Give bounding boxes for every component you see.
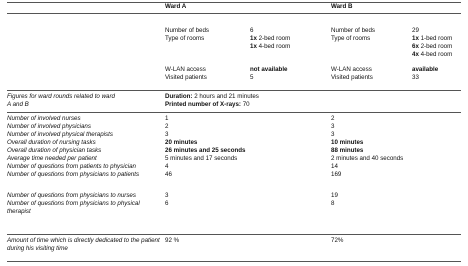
row-value-a: 6 — [165, 200, 169, 207]
ward-b-rooms-label: Type of rooms — [331, 35, 371, 42]
header-rule — [7, 13, 461, 14]
row-value-b: 10 minutes — [331, 139, 364, 146]
ward-a-room-1-type: 2-bed room — [256, 35, 291, 42]
row-value-a: 20 minutes — [165, 139, 198, 146]
row-value-b: 88 minutes — [331, 147, 364, 154]
row-label: Number of involved nurses — [7, 115, 81, 122]
ward-a-wlan-value: not available — [250, 66, 288, 73]
amount-rule — [7, 234, 461, 235]
row-label: Number of questions from physicians to patients — [7, 171, 140, 178]
row-value-b: 3 — [331, 123, 335, 130]
row-value-a: 3 — [165, 192, 169, 199]
row-value-b: 2 minutes and 40 seconds — [331, 155, 404, 162]
ward-b-room-2-type: 2-bed room — [418, 43, 453, 50]
ward-b-wlan-value: available — [412, 66, 439, 73]
stats-rule — [7, 112, 461, 113]
row-value-a: 1 — [165, 115, 169, 122]
row-value-b: 19 — [331, 192, 338, 199]
ward-a-room-2 — [250, 43, 290, 51]
ward-a-room-2-count: 1x — [250, 43, 257, 50]
figures-rule — [7, 90, 461, 91]
row-label: Overall duration of nursing tasks — [7, 139, 96, 146]
row-value-a: 4 — [165, 163, 169, 170]
row-value-a: 2 — [165, 123, 169, 130]
ward-b-beds-label: Number of beds — [331, 27, 376, 34]
row-value-a: 92 % — [165, 237, 180, 244]
ward-b-visited-label: Visited patients — [331, 74, 373, 81]
row-value-b: 8 — [331, 200, 335, 207]
row-value-a: 46 — [165, 171, 172, 178]
row-value-b: 2 — [331, 115, 335, 122]
figures-xrays — [165, 101, 250, 109]
row-value-a: 26 minutes and 25 seconds — [165, 147, 246, 154]
row-label: Number of involved physicians — [7, 123, 91, 130]
row-value-b: 72% — [331, 237, 344, 244]
ward-b-room-2 — [412, 43, 452, 51]
ward-a-room-1 — [250, 35, 290, 43]
row-value-a: 5 minutes and 17 seconds — [165, 155, 238, 162]
ward-a-beds-value: 6 — [250, 27, 254, 34]
figures-duration — [165, 93, 259, 101]
ward-b-beds-value: 29 — [412, 27, 419, 34]
ward-b-room-1-count: 1x — [412, 35, 419, 42]
ward-b-visited-value: 33 — [412, 74, 419, 81]
ward-a-wlan-label: W-LAN access — [165, 66, 206, 73]
ward-a-rooms-label: Type of rooms — [165, 35, 205, 42]
ward-b-room-1 — [412, 35, 452, 43]
row-label: Number of questions from physicians to physical therapist — [7, 200, 140, 215]
ward-b-room-3-type: 4-bed room — [418, 51, 453, 58]
figures-label: Figures for ward rounds related to ward A and B — [7, 93, 115, 108]
ward-b-wlan-label: W-LAN access — [331, 66, 372, 73]
xrays-label: Printed number of X-rays: — [165, 101, 241, 108]
row-value-b: 169 — [331, 171, 342, 178]
row-label: Number of involved physical therapists — [7, 131, 113, 138]
duration-label: Duration: — [165, 93, 193, 100]
duration-value: 2 hours and 21 minutes — [192, 93, 259, 100]
ward-b-room-1-type: 1-bed room — [418, 35, 453, 42]
row-label: Number of questions from patients to physician — [7, 163, 136, 170]
row-label: Overall duration of physician tasks — [7, 147, 102, 154]
row-value-b: 3 — [331, 131, 335, 138]
row-value-b: 14 — [331, 163, 338, 170]
ward-b-room-3 — [412, 51, 452, 59]
ward-b-header: Ward B — [331, 3, 353, 10]
ward-a-room-2-type: 4-bed room — [256, 43, 291, 50]
ward-a-room-1-count: 1x — [250, 35, 257, 42]
ward-b-room-2-count: 6x — [412, 43, 419, 50]
top-rule — [7, 2, 461, 3]
ward-a-beds-label: Number of beds — [165, 27, 210, 34]
bottom-rule — [7, 261, 461, 262]
row-label: Amount of time which is directly dedicated to the patient during his visiting time — [7, 237, 160, 252]
ward-b-room-3-count: 4x — [412, 51, 419, 58]
row-value-a: 3 — [165, 131, 169, 138]
ward-a-visited-label: Visited patients — [165, 74, 207, 81]
xrays-value: 70 — [240, 101, 250, 108]
ward-a-visited-value: 5 — [250, 74, 254, 81]
row-label: Average time needed per patient — [7, 155, 97, 162]
row-label: Number of questions from physicians to nurses — [7, 192, 136, 199]
ward-a-header: Ward A — [165, 3, 187, 10]
